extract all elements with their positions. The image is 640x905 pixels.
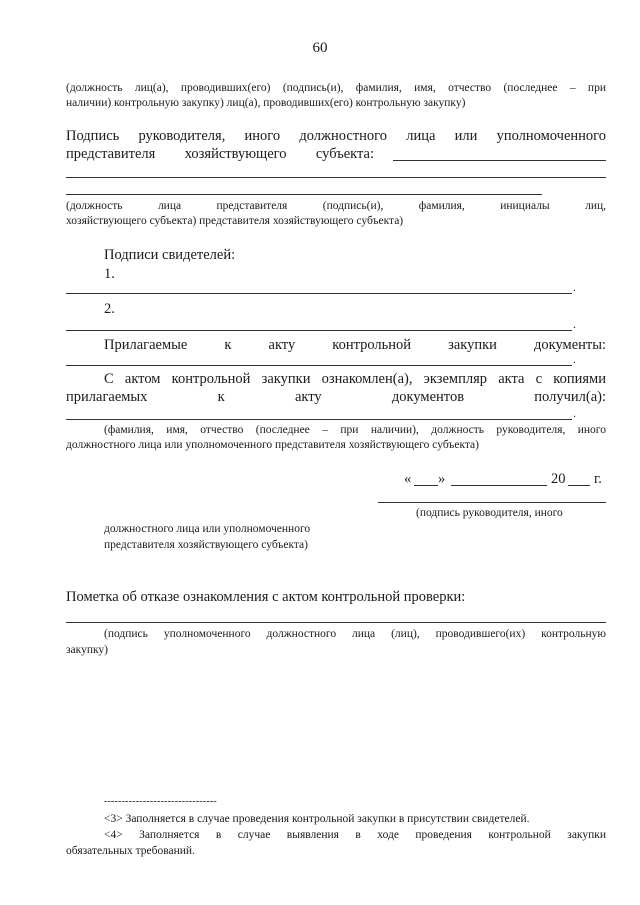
head-signature-line [393, 160, 606, 161]
page-number: 60 [312, 40, 328, 56]
rep-caption-line1: (должность лица представителя (подпись(и), фамилия, инициалы лиц, [66, 200, 606, 212]
acquainted-caption-line2: должностного лица или уполномоченного представителя хозяйствующего субъекта) [66, 439, 479, 451]
acquainted-caption-line1: (фамилия, имя, отчество (последнее – при наличии), должность руководителя, иного [104, 424, 606, 436]
sign-caption-line1: (подпись руководителя, иного [416, 507, 563, 519]
head-sign-line [378, 502, 606, 503]
witness-2-number: 2. [104, 301, 115, 317]
acquainted-line2: прилагаемых к акту документов получил(а): [66, 389, 606, 405]
witness-2-end: . [573, 317, 576, 331]
acquainted-end: . [573, 406, 576, 420]
witness-1-number: 1. [104, 266, 115, 282]
inspector-caption-line1: (должность лиц(а), проводивших(его) (подпись(и), фамилия, имя, отчество (последнее – при [66, 82, 606, 94]
witnesses-title: Подписи свидетелей: [104, 247, 236, 263]
date-open-quote: « [404, 471, 412, 487]
witness-2-line [66, 330, 572, 331]
sign-caption-line2: должностного лица или уполномоченного [104, 523, 311, 535]
witness-1-end: . [573, 280, 576, 294]
refusal-caption-line2: закупку) [66, 644, 108, 656]
inspector-caption-line2: наличии) контрольную закупку) лиц(а), проводивших(его) контрольную закупку) [66, 97, 466, 109]
refusal-title: Пометка об отказе ознакомления с актом контрольной проверки: [66, 589, 466, 605]
acquainted-line1: С актом контрольной закупки ознакомлен(а), экземпляр акта с копиями [104, 371, 606, 387]
head-signature-line2: представителя хозяйствующего субъекта: [66, 146, 374, 162]
rep-line [66, 194, 542, 195]
head-signature-line1: Подпись руководителя, иного должностного лица или уполномоченного [66, 128, 606, 144]
footnote-4-line1: <4> Заполняется в случае выявления в ходе проведения контрольной закупки [104, 829, 606, 841]
attached-documents-end: . [573, 352, 576, 366]
footnote-separator: -------------------------------- [104, 796, 217, 807]
refusal-caption-line1: (подпись уполномоченного должностного лица (лиц), проводившего(их) контрольную [104, 628, 606, 640]
date-year-prefix: 20 [551, 471, 566, 487]
footnote-4-line2: обязательных требований. [66, 845, 195, 857]
date-month-line [451, 485, 547, 486]
date-year-suffix: г. [594, 471, 602, 487]
attached-documents-line [66, 365, 572, 366]
attached-documents-text: Прилагаемые к акту контрольной закупки документы: [104, 337, 606, 353]
footnote-3: <3> Заполняется в случае проведения контрольной закупки в присутствии свидетелей. [104, 813, 530, 825]
sign-caption-line3: представителя хозяйствующего субъекта) [104, 539, 308, 551]
date-close-quote: » [438, 471, 446, 487]
head-signature-line-full [66, 177, 606, 178]
acquainted-line [66, 419, 572, 420]
refusal-line [66, 622, 606, 623]
rep-caption-line2: хозяйствующего субъекта) представителя хозяйствующего субъекта) [66, 215, 404, 227]
date-year-line [568, 485, 590, 486]
witness-1-line [66, 293, 572, 294]
date-day-line [414, 485, 438, 486]
